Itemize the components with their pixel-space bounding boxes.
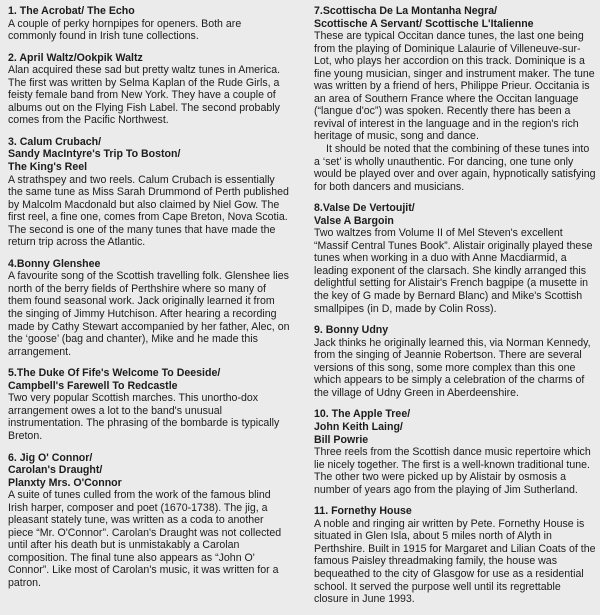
track-entry [8, 258, 290, 358]
track-title-line: 2. April Waltz/Ookpik Waltz [8, 51, 143, 64]
right-column [314, 5, 596, 615]
track-description: A couple of perky hornpipes for openers. Both are commonly found in Irish tune collections. [8, 17, 242, 43]
track-entry [314, 408, 596, 496]
track-title-line: Planxty Mrs. O'Connor [8, 476, 122, 489]
track-description: These are typical Occitan dance tunes, the last one being from the playing of Dominique Lalaurie of Villeneuve-sur-Lot, who plays her accordion on this track. Dominique is a fine young musician, singer and instrument maker. The tune was written by a friend of hers, Philippe Prieur. Occitania is an area of Southern France where the Occitan language (“langue d'oc”) was spoken. Recently there has been a revival of interest in the language and in the region's rich heritage of music, song and dance. [314, 30, 595, 143]
track-entry [314, 324, 596, 399]
track-description: Two very popular Scottish marches. This unortho-dox arrangement owes a lot to the band's unusual instrumentation. The phrasing of the bombarde is typically Breton. [8, 392, 280, 442]
track-title [8, 136, 290, 174]
track-description: It should be noted that the combining of these tunes into a ‘set’ is wholly unauthentic. For dancing, one tune only would be played over and over again, hypnotically satisfying for both dancers and musicians. [314, 143, 596, 193]
track-description: Alan acquired these sad but pretty waltz tunes in America. The first was written by Selma Kaplan of the Rude Girls, a feisty female band from New York. They have a couple of albums out on the Flying Fish Label. The second probably comes from the Pacific Northwest. [8, 64, 281, 127]
track-description: Jack thinks he originally learned this, via Norman Kennedy, from the singing of Jeannie Robertson. There are several versions of this song, some more complex than this one which appears to be simply a celebration of the charms of the village of Udny Green in Aberdeenshire. [314, 336, 591, 399]
track-title-line: Campbell's Farewell To Redcastle [8, 379, 178, 392]
track-title-line: 8.Valse De Vertoujit/ [314, 202, 415, 215]
track-title-line: 6. Jig O' Connor/ [8, 451, 93, 464]
track-title [8, 52, 290, 65]
track-entry [314, 5, 596, 193]
track-title [314, 5, 596, 30]
track-description: A strathspey and two reels. Calum Crubach is essentially the same tune as Miss Sarah Drummond of Perth published by Malcolm Macdonald but also claimed by Niel Gow. The first reel, a fine one, comes from Cape Breton, Nova Scotia. The second is one of the many tunes that have made the return trip across the Atlantic. [8, 173, 289, 249]
track-title [314, 408, 596, 446]
track-description: A suite of tunes culled from the work of the famous blind Irish harper, composer and poet (1670-1738). The jig, a pleasant stately tune, was written as a coda to another piece “Mr. O'Connor”. Carolan's Draught was not collected until after his death but is unmistakably a Carolan composition. The final tune also appears as “John O' Connor”. Like most of Carolan's music, it was written for a patron. [8, 489, 282, 589]
track-title [8, 258, 290, 271]
track-title-line: 10. The Apple Tree/ [314, 408, 411, 421]
track-title [8, 367, 290, 392]
track-title-line: 1. The Acrobat/ The Echo [8, 5, 135, 17]
track-title [8, 5, 290, 18]
track-title-line: John Keith Laing/ [314, 420, 403, 433]
track-title-line: 4.Bonny Glenshee [8, 257, 101, 270]
track-title [8, 452, 290, 490]
track-title-line: Valse A Bargoin [314, 214, 394, 227]
track-title-line: 9. Bonny Udny [314, 324, 389, 337]
track-entry [8, 5, 290, 43]
track-title-line: 5.The Duke Of Fife's Welcome To Deeside/ [8, 367, 221, 380]
track-entry [8, 52, 290, 127]
track-title [314, 202, 596, 227]
track-title-line: Carolan's Draught/ [8, 464, 103, 477]
track-entry [8, 367, 290, 442]
track-title [314, 324, 596, 337]
track-description: Two waltzes from Volume II of Mel Steven's excellent “Massif Central Tunes Book”. Alistair originally played these tunes when working in a duo with Anne Macdiarmid, a leading exponent of the clarsach. She kindly arranged this delightful setting for Alistair's French bagpipe (a musette in the key of G made by Bernard Blanc) and Mike's Scottish smallpipes (in D, made by Colin Ross). [314, 227, 593, 315]
track-entry [8, 452, 290, 590]
track-title-line: Bill Powrie [314, 433, 369, 446]
track-entry [314, 505, 596, 605]
track-entry [314, 202, 596, 315]
track-description: Three reels from the Scottish dance music repertoire which lie nicely together. The first is a well-known traditional tune. The other two were picked up by Alistair by osmosis a number of years ago from the playing of Jim Sutherland. [314, 446, 591, 496]
track-title-line: 7.Scottischa De La Montanha Negra/ [314, 5, 498, 17]
track-title-line: Sandy MacIntyre's Trip To Boston/ [8, 148, 181, 161]
track-title [314, 505, 596, 518]
track-title-line: The King's Reel [8, 161, 88, 174]
track-description: A noble and ringing air written by Pete. Fornethy House is situated in Glen Isla, about 5 miles north of Alyth in Perthshire. Built in 1915 for Margaret and Lilian Coats of the famous Paisley threadmaking family, the house was bequeathed to the city of Glasgow for use as a residential school. It served the purpose well until its regrettable closure in June 1993. [314, 517, 596, 606]
track-description: A favourite song of the Scottish travelling folk. Glenshee lies north of the berry fields of Perthshire where so many of them found seasonal work. Jack originally learned it from the singing of Jimmy Hutchison. After hearing a recording made by Cathy Stewart accompanied by her father, Alec, on the ‘goose’ (bag and chanter), Mike and he made this arrangement. [8, 270, 290, 358]
track-entry [8, 136, 290, 249]
left-column [8, 5, 290, 599]
track-title-line: 11. Fornethy House [314, 505, 412, 518]
track-title-line: Scottische A Servant/ Scottische L'Italienne [314, 17, 534, 30]
track-title-line: 3. Calum Crubach/ [8, 135, 102, 148]
